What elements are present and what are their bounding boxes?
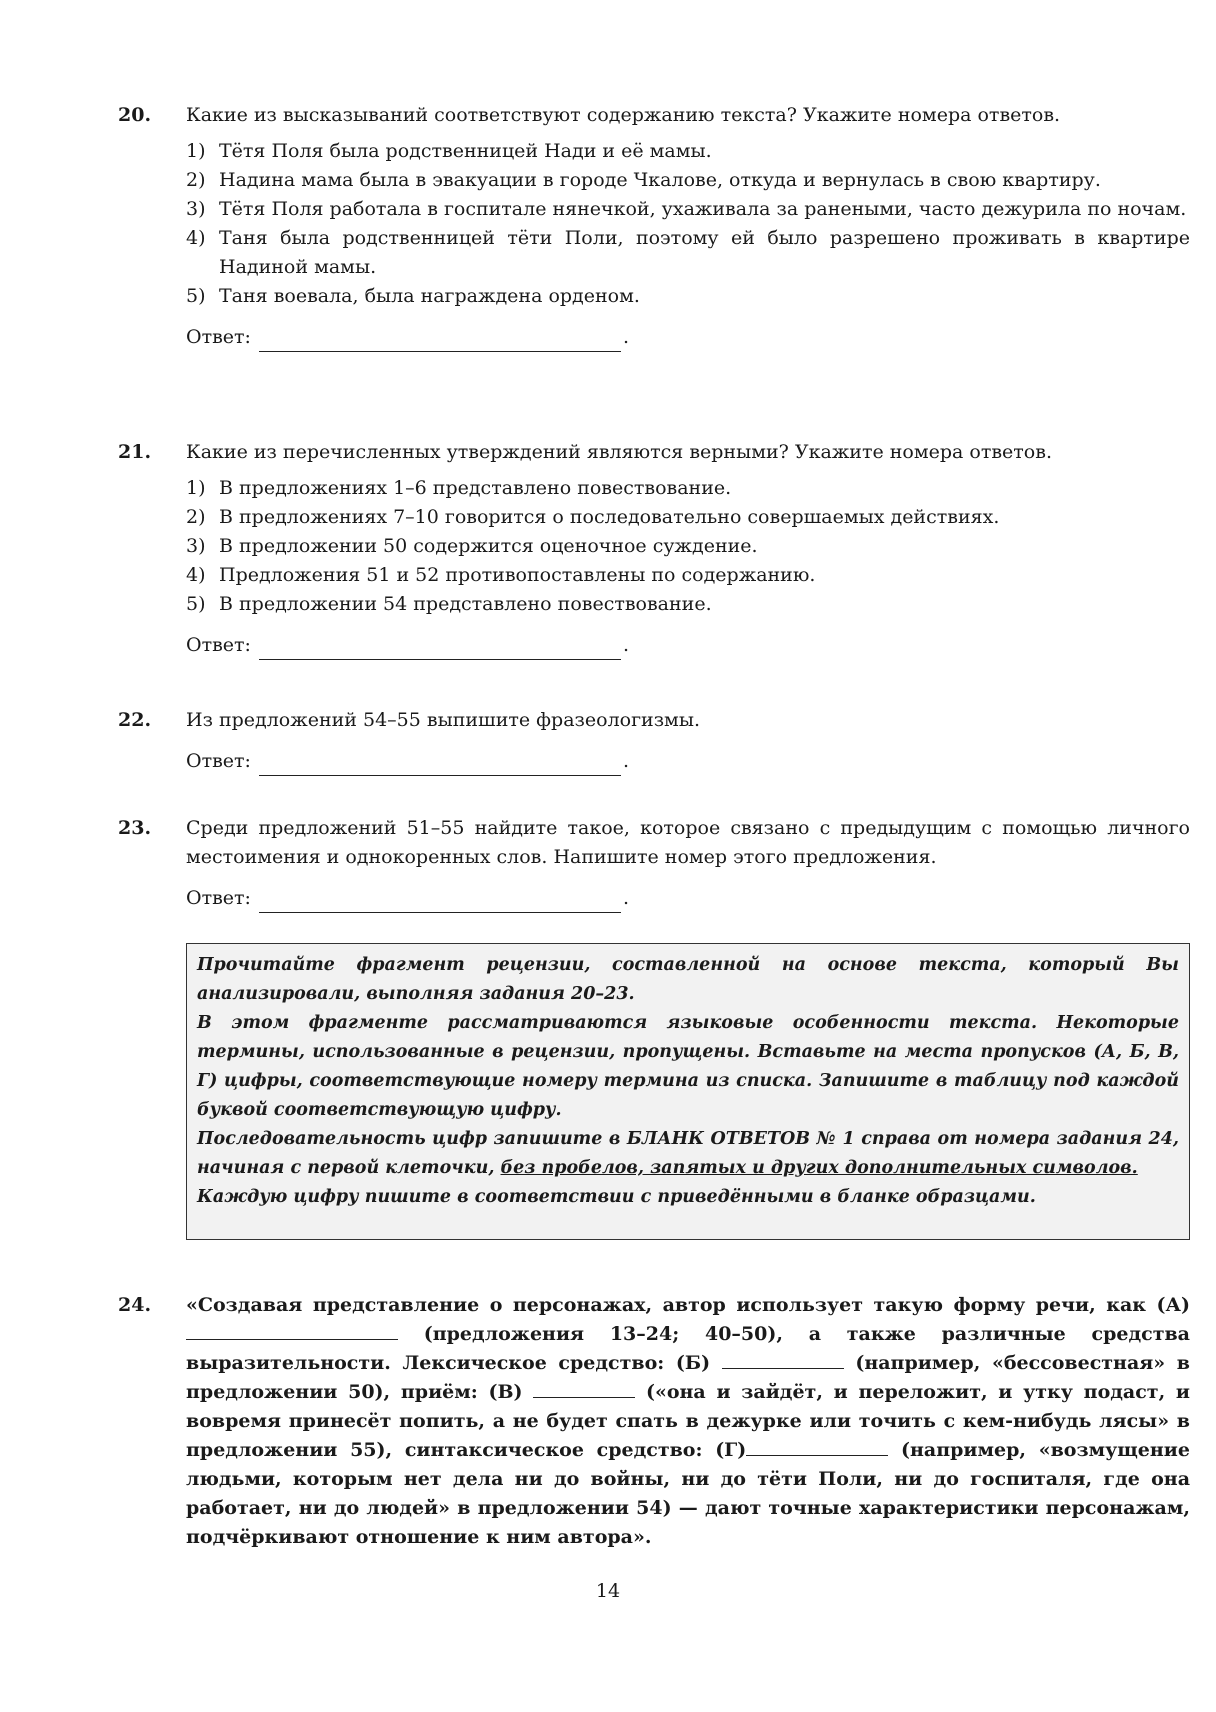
- list-item: 2) В предложениях 7–10 говорится о последовательно совершаемых действиях.: [186, 506, 1000, 528]
- instruction-line: Последовательность цифр запишите в БЛАНК ОТВЕТОВ № 1 справа от номера задания 24, начиная с первой клеточки, без пробелов, запятых и других дополнительных символов.: [197, 1129, 1179, 1178]
- list-item: 5) В предложении 54 представлено повествование.: [186, 593, 712, 615]
- list-item: 3) Тётя Поля работала в госпитале нянечкой, ухаживала за ранеными, часто дежурила по ночам.: [186, 198, 1187, 220]
- answer-row: Ответ: .: [186, 884, 1190, 913]
- list-item: 3) В предложении 50 содержится оценочное суждение.: [186, 535, 758, 557]
- answer-row: Ответ: .: [186, 747, 1190, 776]
- task-number: 20.: [118, 104, 152, 126]
- list-item: 1) Тётя Поля была родственницей Нади и её мамы.: [186, 140, 712, 162]
- task-number: 23.: [118, 817, 152, 839]
- list-item: 4) Предложения 51 и 52 противопоставлены по содержанию.: [186, 564, 816, 586]
- blank-B[interactable]: [722, 1349, 844, 1369]
- instruction-line: Прочитайте фрагмент рецензии, составленной на основе текста, который Вы анализировали, выполняя задания 20–23.: [197, 955, 1179, 1004]
- list-item: 2) Надина мама была в эвакуации в городе Чкалове, откуда и вернулась в свою квартиру.: [186, 169, 1101, 191]
- answer-field[interactable]: [259, 329, 621, 352]
- answer-row: Ответ: .: [186, 323, 1190, 352]
- answer-field[interactable]: [259, 753, 621, 776]
- instruction-line: В этом фрагменте рассматриваются языковые особенности текста. Некоторые термины, использованные в рецензии, пропущены. Вставьте на места пропусков (А, Б, В, Г) цифры, соответствующие номеру термина из списка. Запишите в таблицу под каждой буквой соответствующую цифру.: [197, 1013, 1179, 1120]
- task-number: 21.: [118, 441, 152, 463]
- instruction-line: Каждую цифру пишите в соответствии с приведёнными в бланке образцами.: [197, 1187, 1036, 1207]
- task-question: Какие из высказываний соответствуют содержанию текста? Укажите номера ответов.: [186, 104, 1061, 126]
- answer-label: Ответ:: [186, 634, 251, 656]
- blank-V[interactable]: [533, 1378, 635, 1398]
- blank-A[interactable]: [186, 1320, 398, 1340]
- instruction-box: [186, 943, 1190, 1240]
- option-list: [186, 137, 1190, 311]
- list-item: 1) В предложениях 1–6 представлено повествование.: [186, 477, 732, 499]
- review-text: «Создавая представление о персонажах, автор использует такую форму речи, как (А) (предложения 13–24; 40–50), а также различные средства выразительности. Лексическое средство: (Б) (например, «бессовестная» в предложении 50), приём: (В) («она и зайдёт, и переложит, и утку подаст, и вовремя принесёт попить, а не будет спать в дежурке или точить с кем-нибудь лясы» в предложении 55), синтаксическое средство: (Г) (например, «возмущение людьми, которым нет дела ни до войны, ни до тёти Поли, ни до госпиталя, где она работает, ни до людей» в предложении 54) — дают точные характеристики персонажам, подчёркивают отношение к ним автора».: [186, 1294, 1190, 1548]
- task-22: [118, 706, 1190, 776]
- option-list: [186, 474, 1190, 619]
- underlined-rule: без пробелов, запятых и других дополнительных символов.: [500, 1158, 1138, 1178]
- task-23: [118, 814, 1190, 913]
- task-number: 24.: [118, 1294, 152, 1316]
- page-number: 14: [595, 1580, 621, 1602]
- task-20: [118, 101, 1190, 352]
- answer-label: Ответ:: [186, 326, 251, 348]
- task-24: [118, 1291, 1190, 1552]
- list-item: 4) Таня была родственницей тёти Поли, поэтому ей было разрешено проживать в квартире Надиной мамы.: [186, 227, 1190, 278]
- task-21: [118, 438, 1190, 660]
- list-item: 5) Таня воевала, была награждена орденом.: [186, 285, 640, 307]
- answer-field[interactable]: [259, 890, 621, 913]
- task-question: Среди предложений 51–55 найдите такое, которое связано с предыдущим с помощью личного местоимения и однокоренных слов. Напишите номер этого предложения.: [186, 817, 1190, 868]
- blank-G[interactable]: [746, 1436, 888, 1456]
- task-question: Из предложений 54–55 выпишите фразеологизмы.: [186, 709, 701, 731]
- answer-field[interactable]: [259, 637, 621, 660]
- task-question: Какие из перечисленных утверждений являются верными? Укажите номера ответов.: [186, 441, 1052, 463]
- answer-row: Ответ: .: [186, 631, 1190, 660]
- answer-label: Ответ:: [186, 750, 251, 772]
- task-number: 22.: [118, 709, 152, 731]
- answer-label: Ответ:: [186, 887, 251, 909]
